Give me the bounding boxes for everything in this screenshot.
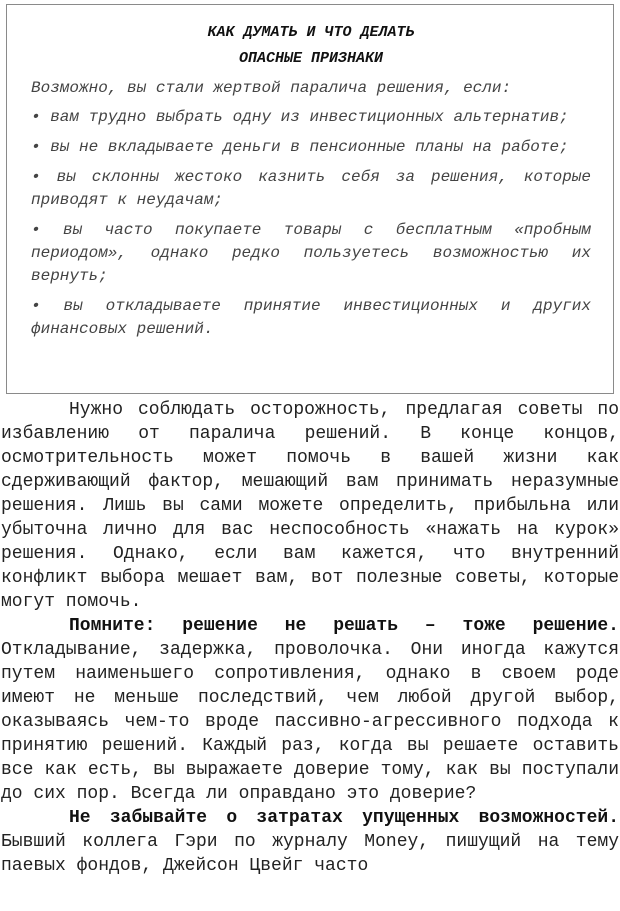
box-title: КАК ДУМАТЬ И ЧТО ДЕЛАТЬ: [207, 24, 415, 41]
paragraph-3-lead: Не забывайте о затратах упущенных возможностей.: [69, 808, 619, 828]
main-text: [1, 398, 619, 878]
warning-signs-box: [6, 4, 614, 394]
list-item: • вы часто покупаете товары с бесплатным «пробным периодом», однако редко пользуетесь возможностью их вернуть;: [31, 221, 591, 285]
box-intro: Возможно, вы стали жертвой паралича решения, если:: [31, 79, 512, 97]
paragraph-2-lead: Помните: решение не решать – тоже решение.: [69, 616, 619, 636]
list-item: • вам трудно выбрать одну из инвестиционных альтернатив;: [31, 108, 569, 126]
paragraph-1: Нужно соблюдать осторожность, предлагая советы по избавлению от паралича решений. В конце концов, осмотрительность может помочь в вашей жизни как сдерживающий фактор, мешающий вам принимать неразумные решения. Лишь вы сами можете определить, прибыльна или убыточна лично для вас неспособность «нажать на курок» решения. Однако, если вам кажется, что внутренний конфликт выбора мешает вам, вот полезные советы, которые могут помочь.: [1, 400, 619, 612]
paragraph-3: [1, 806, 619, 878]
paragraph-2-text: Откладывание, задержка, проволочка. Они иногда кажутся путем наименьшего сопротивления, однако в своем роде имеют не меньше последствий, чем любой другой выбор, оказываясь чем-то вроде пассивно-агрессивного подхода к принятию решений. Каждый раз, когда вы решаете оставить все как есть, вы выражаете доверие тому, как вы поступали до сих пор. Всегда ли оправдано это доверие?: [1, 640, 619, 804]
paragraph-2: [1, 614, 619, 806]
box-subtitle: ОПАСНЫЕ ПРИЗНАКИ: [238, 50, 384, 67]
list-item: • вы склонны жестоко казнить себя за решения, которые приводят к неудачам;: [31, 168, 591, 209]
paragraph-3-text: Бывший коллега Гэри по журналу Money, пишущий на тему паевых фондов, Джейсон Цвейг часто: [1, 832, 619, 876]
list-item: • вы не вкладываете деньги в пенсионные планы на работе;: [31, 138, 569, 156]
list-item: • вы откладываете принятие инвестиционных и других финансовых решений.: [31, 297, 591, 338]
